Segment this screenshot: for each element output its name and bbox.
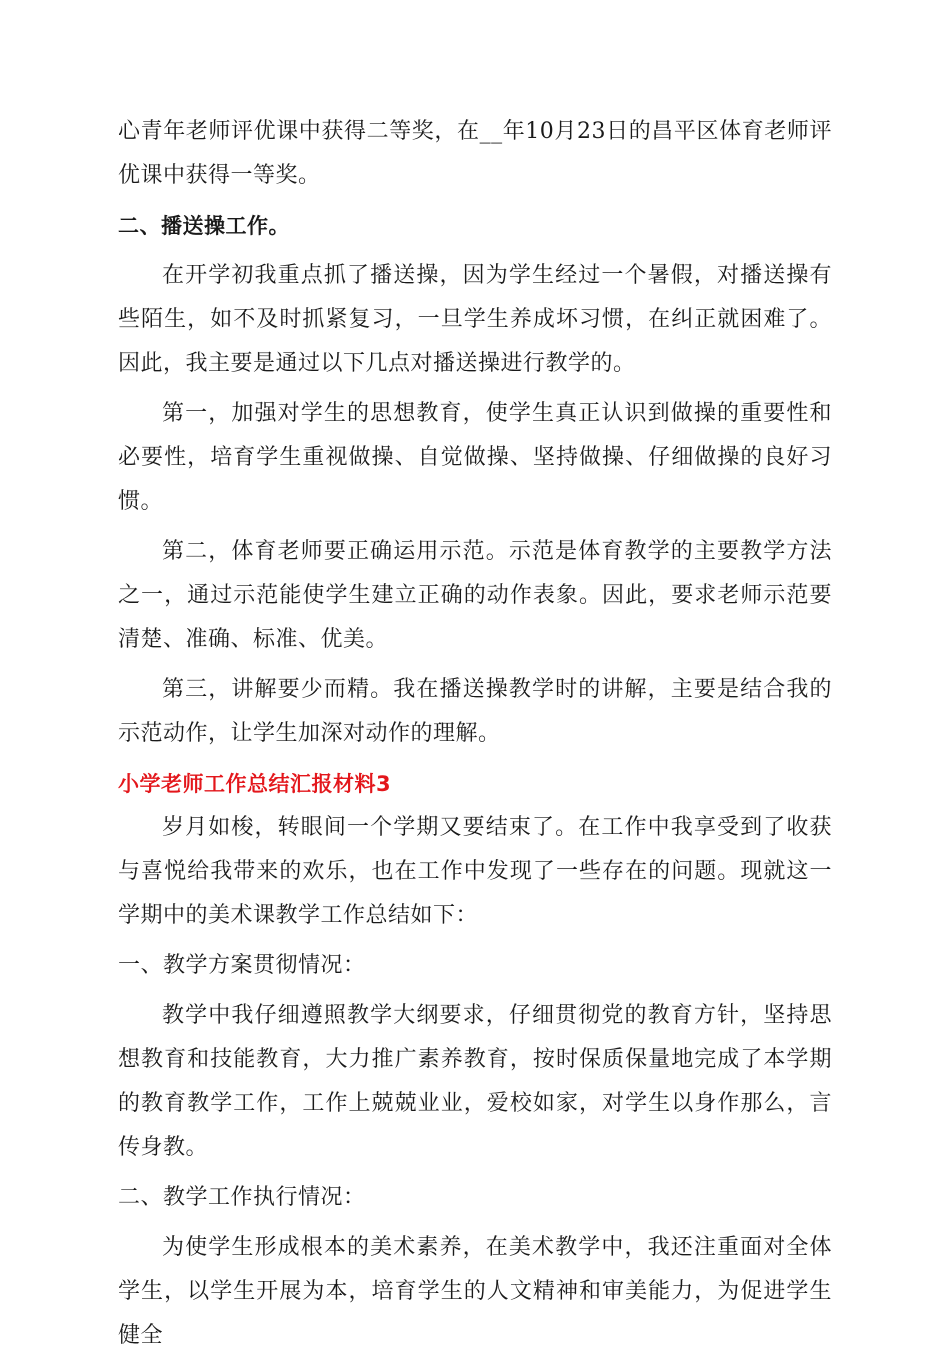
paragraph-broadcast-intro: 在开学初我重点抓了播送操，因为学生经过一个暑假，对播送操有些陌生，如不及时抓紧复习，一旦学生养成坏习惯，在纠正就困难了。因此，我主要是通过以下几点对播送操进行教学的。 [118,263,832,376]
article-title: 小学老师工作总结汇报材料3 [118,772,392,796]
section-heading-broadcast-exercise: 二、播送操工作。 [118,214,290,238]
paragraph-point-one: 第一，加强对学生的思想教育，使学生真正认识到做操的重要性和必要性，培育学生重视做操、自觉做操、坚持做操、仔细做操的良好习惯。 [118,401,832,514]
subheading-plan: 一、教学方案贯彻情况： [118,953,366,978]
paragraph-execution: 为使学生形成根本的美术素养，在美术教学中，我还注重面对全体学生，以学生开展为本，培育学生的人文精神和审美能力，为促进学生健全 [118,1235,832,1348]
subheading-execution: 二、教学工作执行情况： [118,1185,366,1210]
paragraph-point-two: 第二，体育老师要正确运用示范。示范是体育教学的主要教学方法之一，通过示范能使学生建立正确的动作表象。因此，要求老师示范要清楚、准确、标准、优美。 [118,539,832,652]
paragraph-award: 心青年老师评优课中获得二等奖，在__年10月23日的昌平区体育老师评优课中获得一等奖。 [118,119,832,188]
paragraph-point-three: 第三，讲解要少而精。我在播送操教学时的讲解，主要是结合我的示范动作，让学生加深对动作的理解。 [118,677,832,746]
paragraph-plan: 教学中我仔细遵照教学大纲要求，仔细贯彻党的教育方针，坚持思想教育和技能教育，大力推广素养教育，按时保质保量地完成了本学期的教育教学工作，工作上兢兢业业，爱校如家，对学生以身作那么，言传身教。 [118,1003,832,1160]
paragraph-semester-intro: 岁月如梭，转眼间一个学期又要结束了。在工作中我享受到了收获与喜悦给我带来的欢乐，也在工作中发现了一些存在的问题。现就这一学期中的美术课教学工作总结如下： [118,815,832,928]
